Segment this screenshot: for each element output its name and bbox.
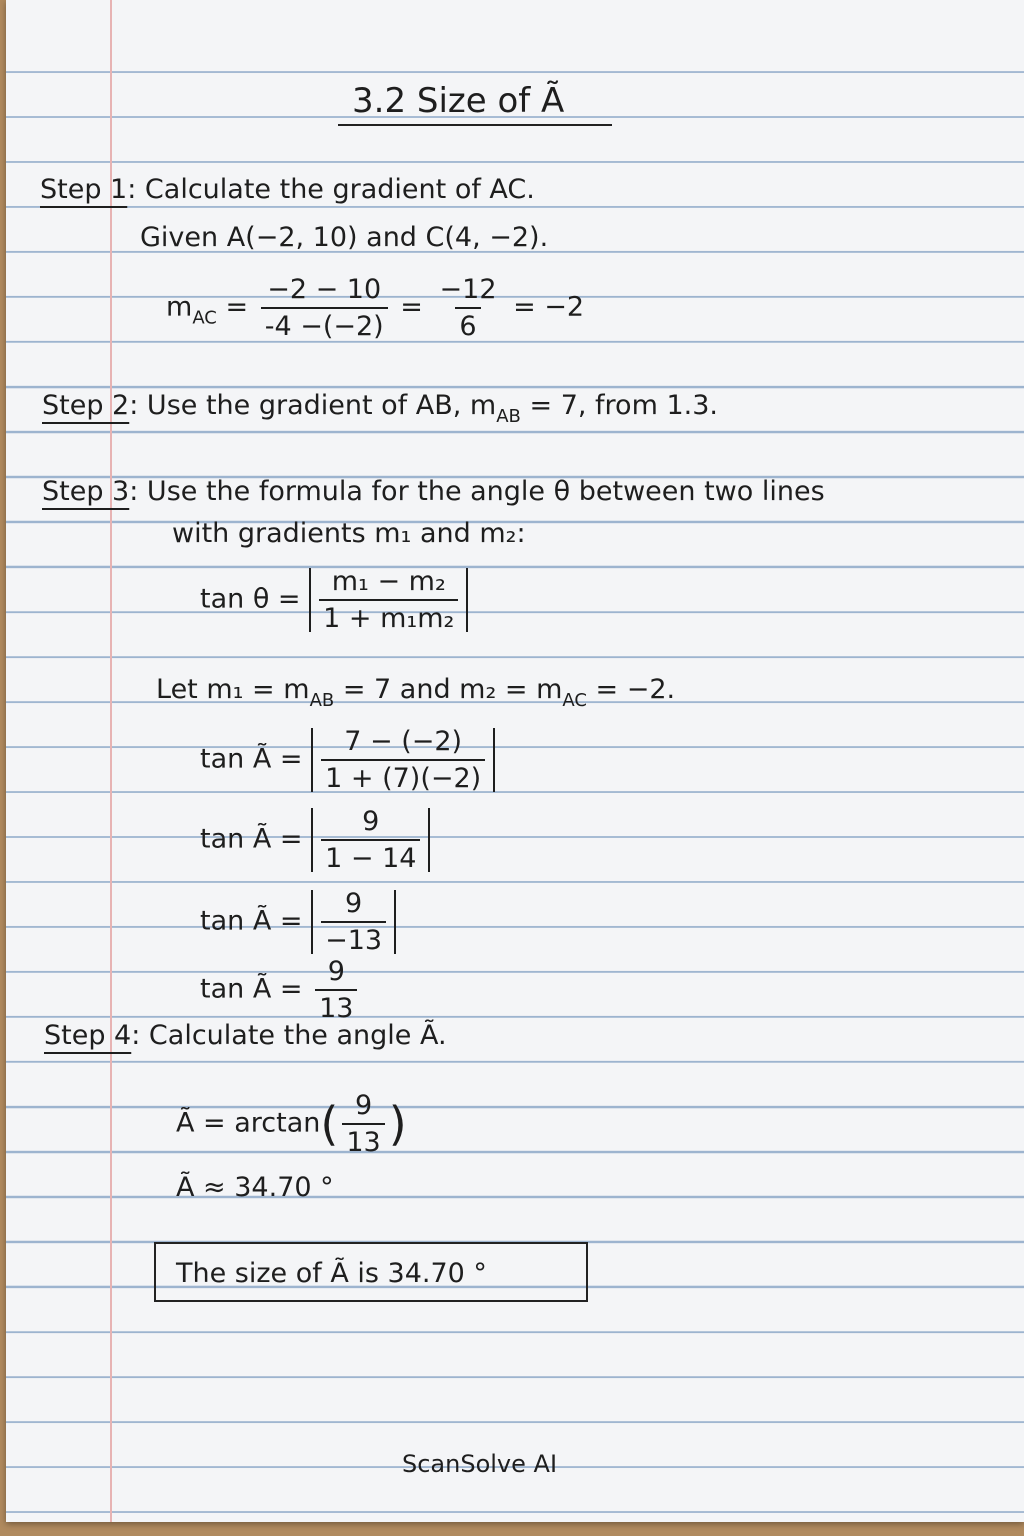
row4-numerator: 9 bbox=[327, 956, 345, 987]
step2-subscript: AB bbox=[496, 406, 521, 427]
step3-text: : Use the formula for the angle θ between two lines bbox=[129, 476, 825, 507]
tan-lhs-3: tan Ã = bbox=[200, 905, 303, 937]
step1-result: = −2 bbox=[513, 291, 585, 323]
fraction-1-numerator: −2 − 10 bbox=[267, 274, 382, 305]
row3-denominator: −13 bbox=[321, 921, 386, 954]
step2-text-a: : Use the gradient of AB, m bbox=[129, 390, 497, 421]
step2-label: Step 2 bbox=[42, 390, 130, 421]
arctan-lhs: Ã = arctan bbox=[176, 1107, 321, 1139]
step1-heading bbox=[40, 176, 535, 203]
formula-lhs: tan θ = bbox=[200, 583, 301, 615]
fraction-1 bbox=[261, 276, 388, 340]
tan-lhs-2: tan Ã = bbox=[200, 823, 303, 855]
answer-text: The size of Ã is 34.70 ° bbox=[176, 1258, 487, 1289]
row4-denominator: 13 bbox=[315, 989, 357, 1022]
let-text-c: = −2. bbox=[586, 674, 676, 705]
formula-numerator: m₁ − m₂ bbox=[331, 566, 446, 597]
row1-denominator: 1 + (7)(−2) bbox=[321, 759, 485, 792]
mac-symbol: m bbox=[166, 291, 193, 323]
approx-line: Ã ≈ 34.70 ° bbox=[176, 1172, 334, 1203]
fraction-2-denominator: 6 bbox=[455, 307, 480, 340]
formula-denominator: 1 + m₁m₂ bbox=[319, 599, 458, 632]
angle-formula bbox=[200, 568, 468, 632]
tan-row-3 bbox=[200, 890, 396, 954]
fraction-2-numerator: −12 bbox=[439, 274, 497, 305]
margin-line bbox=[110, 0, 112, 1522]
row2-numerator: 9 bbox=[362, 806, 380, 837]
step4-heading bbox=[44, 1022, 447, 1049]
tan-lhs-4: tan Ã = bbox=[200, 973, 303, 1005]
let-text-a: Let m₁ = m bbox=[156, 674, 310, 705]
let-subscript-ab: AB bbox=[309, 690, 335, 711]
tan-lhs-1: tan Ã = bbox=[200, 743, 303, 775]
row2-denominator: 1 − 14 bbox=[321, 839, 420, 872]
step1-label: Step 1 bbox=[40, 174, 128, 205]
notebook-page bbox=[6, 0, 1024, 1522]
fraction-1-denominator: -4 −(−2) bbox=[261, 307, 388, 340]
let-subscript-ac: AC bbox=[562, 690, 587, 711]
step4-label: Step 4 bbox=[44, 1020, 132, 1051]
row3-numerator: 9 bbox=[345, 888, 363, 919]
page-title: 3.2 Size of Ã bbox=[352, 81, 565, 121]
step2-line bbox=[42, 392, 718, 426]
row1-numerator: 7 − (−2) bbox=[344, 726, 463, 757]
arctan-denominator: 13 bbox=[342, 1123, 384, 1156]
formula-absolute bbox=[309, 568, 468, 632]
step2-text-b: = 7, from 1.3. bbox=[520, 390, 718, 421]
tan-row-4 bbox=[200, 958, 361, 1022]
arctan-line: Ã = arctan( $\frac{9}{13}$ ) bbox=[176, 1090, 407, 1158]
fraction-2 bbox=[436, 276, 501, 340]
step1-given: Given A(−2, 10) and C(4, −2). bbox=[140, 222, 549, 253]
title-underline bbox=[338, 124, 612, 126]
step1-equation: $m_{AC}$ = $\frac{-2 - 10}{-4 -(-2)}$ = $\frac{-12}{6}$ = −2 bbox=[166, 274, 585, 342]
step3-line2: with gradients m₁ and m₂: bbox=[172, 518, 526, 549]
step1-text: : Calculate the gradient of AC. bbox=[127, 174, 535, 205]
mac-subscript: AC bbox=[192, 307, 217, 329]
tan-row-1 bbox=[200, 728, 495, 792]
arctan-numerator: 9 bbox=[354, 1090, 373, 1121]
let-statement bbox=[156, 676, 675, 710]
step3-label: Step 3 bbox=[42, 476, 130, 507]
tan-row-2 bbox=[200, 808, 430, 872]
let-text-b: = 7 and m₂ = m bbox=[334, 674, 563, 705]
step4-text: : Calculate the angle Ã. bbox=[131, 1020, 447, 1051]
step3-heading bbox=[42, 478, 825, 505]
footer-brand: ScanSolve AI bbox=[402, 1450, 558, 1478]
